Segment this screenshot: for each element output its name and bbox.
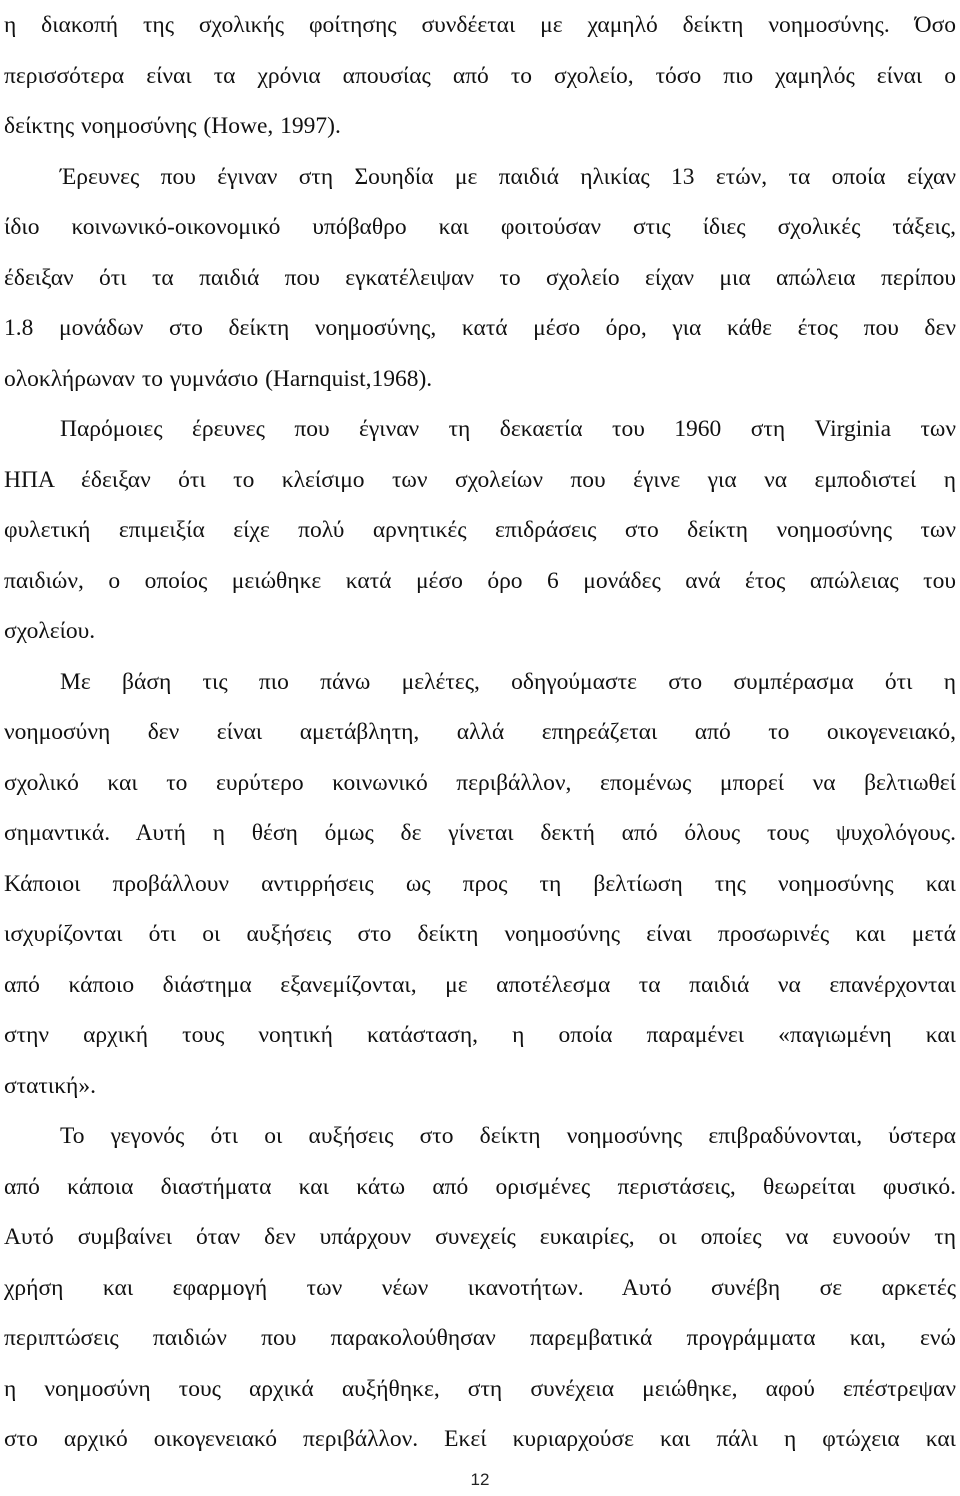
text-line-6: έδειξαν ότι τα παιδιά που εγκατέλειψαν το σχολείο είχαν μια απώλεια περίπου <box>4 264 956 291</box>
text-line-28: η νοημοσύνη τους αρχικά αυξήθηκε, στη συνέχεια μειώθηκε, αφού επέστρεψαν <box>4 1375 956 1402</box>
text-line-15: νοημοσύνη δεν είναι αμετάβλητη, αλλά επηρεάζεται από το οικογενειακό, <box>4 719 956 745</box>
text-line-3: δείκτης νοημοσύνης (Howe, 1997). <box>4 113 341 139</box>
text-line-12: παιδιών, ο οποίος μειώθηκε κατά μέσο όρο 6 μονάδες ανά έτος απώλειας του <box>4 567 956 594</box>
text-line-9: Παρόμοιες έρευνες που έγιναν τη δεκαετία του 1960 στη Virginia των <box>60 416 956 442</box>
body-text <box>4 0 956 1465</box>
text-line-8: ολοκλήρωναν το γυμνάσιο (Harnquist,1968). <box>4 365 433 392</box>
text-line-21: στην αρχική τους νοητική κατάσταση, η οποία παραμένει «παγιωμένη και <box>4 1022 956 1048</box>
text-line-16: σχολικό και το ευρύτερο κοινωνικό περιβάλλον, επομένως μπορεί να βελτιωθεί <box>4 769 956 796</box>
text-line-25: Αυτό συμβαίνει όταν δεν υπάρχουν συνεχείς ευκαιρίες, οι οποίες να ευνοούν τη <box>4 1224 956 1250</box>
text-line-19: ισχυρίζονται ότι οι αυξήσεις στο δείκτη νοημοσύνης είναι προσωρινές και μετά <box>4 921 956 947</box>
text-line-4: Έρευνες που έγιναν στη Σουηδία με παιδιά ηλικίας 13 ετών, τα οποία είχαν <box>60 163 956 190</box>
text-line-13: σχολείου. <box>4 618 96 644</box>
text-line-11: φυλετική επιμειξία είχε πολύ αρνητικές επιδράσεις στο δείκτη νοημοσύνης των <box>4 517 956 543</box>
text-line-18: Κάποιοι προβάλλουν αντιρρήσεις ως προς τη βελτίωση της νοημοσύνης και <box>4 870 956 897</box>
text-line-29: στο αρχικό οικογενειακό περιβάλλον. Εκεί κυριαρχούσε και πάλι η φτώχεια και <box>4 1426 956 1452</box>
text-line-26: χρήση και εφαρμογή των νέων ικανοτήτων. Αυτό συνέβη σε αρκετές <box>4 1274 956 1301</box>
text-line-1: η διακοπή της σχολικής φοίτησης συνδέεται με χαμηλό δείκτη νοημοσύνης. Όσο <box>4 12 956 38</box>
text-line-2: περισσότερα είναι τα χρόνια απουσίας από το σχολείο, τόσο πιο χαμηλός είναι ο <box>4 62 956 89</box>
text-line-7: 1.8 μονάδων στο δείκτη νοημοσύνης, κατά μέσο όρο, για κάθε έτος που δεν <box>4 315 956 341</box>
text-line-17: σημαντικά. Αυτή η θέση όμως δε γίνεται δεκτή από όλους τους ψυχολόγους. <box>4 820 956 846</box>
text-line-22: στατική». <box>4 1072 96 1099</box>
text-line-27: περιπτώσεις παιδιών που παρακολούθησαν παρεμβατικά προγράμματα και, ενώ <box>4 1325 956 1351</box>
page-number: 12 <box>470 1470 490 1489</box>
text-line-14: Με βάση τις πιο πάνω μελέτες, οδηγούμαστε στο συμπέρασμα ότι η <box>60 668 956 695</box>
text-line-23: Το γεγονός ότι οι αυξήσεις στο δείκτη νοημοσύνης επιβραδύνονται, ύστερα <box>60 1123 956 1149</box>
text-line-10: ΗΠΑ έδειξαν ότι το κλείσιμο των σχολείων που έγινε για να εμποδιστεί η <box>4 466 956 493</box>
text-line-20: από κάποιο διάστημα εξανεμίζονται, με αποτέλεσμα τα παιδιά να επανέρχονται <box>4 971 956 998</box>
text-line-5: ίδιο κοινωνικό-οικονομικό υπόβαθρο και φοιτούσαν στις ίδιες σχολικές τάξεις, <box>4 214 956 240</box>
text-line-24: από κάποια διαστήματα και κάτω από ορισμένες περιστάσεις, θεωρείται φυσικό. <box>4 1173 956 1200</box>
